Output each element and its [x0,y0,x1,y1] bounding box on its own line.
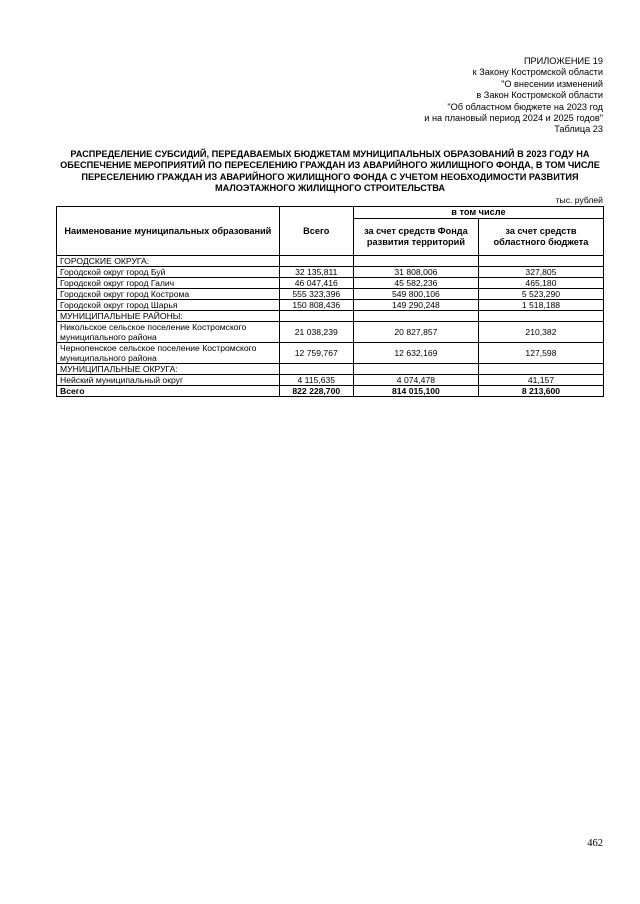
row-regional: 41,157 [478,375,603,386]
document-header [303,56,603,136]
row-total: 555 323,396 [279,289,353,300]
col-header-name: Наименование муниципальных образований [57,207,280,256]
table-row [57,343,604,364]
group-label: МУНИЦИПАЛЬНЫЕ РАЙОНЫ: [57,311,280,322]
table-row [57,300,604,311]
table-row [57,267,604,278]
row-regional: 127,598 [478,343,603,364]
row-fund: 31 808,006 [353,267,478,278]
table-row [57,289,604,300]
row-name: Городской округ город Кострома [57,289,280,300]
table-row [57,375,604,386]
col-header-including: в том числе [353,207,603,219]
page-number: 462 [587,838,603,849]
group-label: МУНИЦИПАЛЬНЫЕ ОКРУГА: [57,364,280,375]
row-total: 32 135,811 [279,267,353,278]
row-total: 12 759,767 [279,343,353,364]
group-row [57,364,604,375]
budget-line: "Об областном бюджете на 2023 год [447,101,603,112]
group-row [57,256,604,267]
row-name: Городской округ город Шарья [57,300,280,311]
subsidy-table [56,206,604,397]
total-label: Всего [57,386,280,397]
appendix-line: ПРИЛОЖЕНИЕ 19 [523,56,603,66]
row-fund: 4 074,478 [353,375,478,386]
row-name: Чернопенское сельское поселение Костромского муниципального района [57,343,280,364]
row-regional: 465,180 [478,278,603,289]
group-row [57,311,604,322]
row-regional: 210,382 [478,322,603,343]
amendment-line: "О внесении изменений [501,78,603,89]
row-fund: 549 800,106 [353,289,478,300]
col-header-fund: за счет средств Фонда развития территорий [353,219,478,256]
row-fund: 12 632,169 [353,343,478,364]
row-total: 4 115,635 [279,375,353,386]
col-header-total: Всего [279,207,353,256]
row-name: Нейский муниципальный округ [57,375,280,386]
row-fund: 149 290,248 [353,300,478,311]
total-regional: 8 213,600 [478,386,603,397]
row-fund: 45 582,236 [353,278,478,289]
total-sum: 822 228,700 [279,386,353,397]
row-total: 150 808,436 [279,300,353,311]
law-ref-line: в Закон Костромской области [476,90,603,101]
row-total: 21 038,239 [279,322,353,343]
row-fund: 20 827,857 [353,322,478,343]
row-total: 46 047,416 [279,278,353,289]
col-header-regional: за счет средств областного бюджета [478,219,603,256]
table-row [57,278,604,289]
row-name: Городской округ город Буй [57,267,280,278]
row-name: Городской округ город Галич [57,278,280,289]
document-title: РАСПРЕДЕЛЕНИЕ СУБСИДИЙ, ПЕРЕДАВАЕМЫХ БЮДЖЕТАМ МУНИЦИПАЛЬНЫХ ОБРАЗОВАНИЙ В 2023 ГОДУ НА ОБЕСПЕЧЕНИЕ МЕРОПРИЯТИЙ ПО ПЕРЕСЕЛЕНИЮ ГРАЖДАН ИЗ АВАРИЙНОГО ЖИЛИЩНОГО ФОНДА, В ТОМ ЧИСЛЕ ПЕРЕСЕЛЕНИЮ ГРАЖДАН ИЗ АВАРИЙНОГО ЖИЛИЩНОГО ФОНДА С УЧЕТОМ НЕОБХОДИМОСТИ РАЗВИТИЯ МАЛОЭТАЖНОГО ЖИЛИЩНОГО СТРОИТЕЛЬСТВА [60,149,600,194]
units-label: тыс. рублей [555,195,603,205]
row-name: Никольское сельское поселение Костромского муниципального района [57,322,280,343]
total-row [57,386,604,397]
table-number: Таблица 23 [554,124,603,135]
group-label: ГОРОДСКИЕ ОКРУГА: [57,256,280,267]
law-line: к Закону Костромской области [472,67,603,78]
row-regional: 327,805 [478,267,603,278]
total-fund: 814 015,100 [353,386,478,397]
period-line: и на плановый период 2024 и 2025 годов" [424,113,603,124]
table-row [57,322,604,343]
row-regional: 1 518,188 [478,300,603,311]
row-regional: 5 523,290 [478,289,603,300]
